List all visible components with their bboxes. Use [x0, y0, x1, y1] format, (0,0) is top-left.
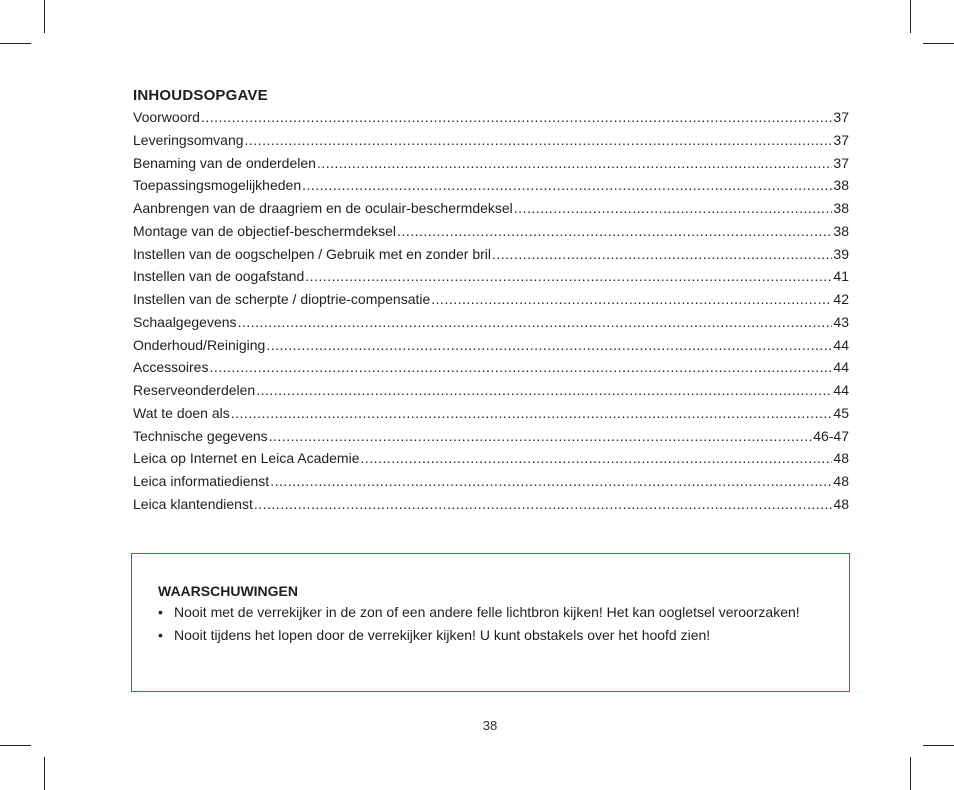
toc-entry-page: 44: [833, 336, 849, 353]
toc-dot-leader: [317, 152, 833, 175]
toc-entry-label: Instellen van de scherpte / dioptrie-compensatie: [133, 291, 431, 307]
toc-entry-label: Benaming van de onderdelen: [133, 154, 316, 171]
toc-entry-page: 37: [833, 109, 849, 125]
toc-dot-leader: [514, 197, 833, 220]
toc-entry-label: Leveringsomvang: [133, 131, 244, 148]
toc-entry: [133, 425, 849, 448]
toc-dot-leader: [492, 243, 832, 266]
toc-entry: [133, 197, 849, 220]
toc-entry-label: Voorwoord: [133, 109, 200, 125]
toc-entry-label: Instellen van de oogschelpen / Gebruik met en zonder bril: [133, 245, 491, 262]
warning-title: WAARSCHUWINGEN: [158, 583, 298, 599]
toc-entry: [133, 356, 849, 379]
toc-entry-label: Schaalgegevens: [133, 313, 237, 330]
toc-entry-label: Instellen van de oogafstand: [133, 268, 305, 285]
crop-mark-top-right-vertical: [910, 0, 911, 33]
toc-entry-page: 39: [833, 245, 849, 262]
toc-dot-leader: [305, 265, 832, 288]
warning-text: Nooit met de verrekijker in de zon of een andere felle lichtbron kijken! Het kan oogletsel veroorzaken!: [174, 604, 800, 620]
toc-entry-label: Onderhoud/Reiniging: [133, 336, 266, 353]
toc-entry-page: 38: [833, 222, 849, 239]
toc-entry: [133, 470, 849, 493]
warning-list: [158, 601, 838, 647]
toc-entry-page: 48: [833, 450, 849, 467]
toc-entry-page: 44: [833, 382, 849, 398]
crop-mark-bottom-right-horizontal: [923, 745, 954, 746]
toc-entry: [133, 493, 849, 516]
toc-entry-label: Leica klantendienst: [133, 495, 253, 512]
warning-item: [158, 601, 838, 624]
toc-entry: [133, 311, 849, 334]
toc-entry-label: Accessoires: [133, 359, 209, 376]
crop-mark-bottom-left-vertical: [44, 757, 45, 790]
toc-entry-page: 48: [833, 495, 849, 512]
toc-entry-page: 38: [833, 200, 849, 216]
page-number: 38: [482, 718, 498, 733]
toc-entry: [133, 402, 849, 425]
toc-dot-leader: [238, 311, 833, 334]
toc-entry-page: 44: [833, 359, 849, 376]
toc-dot-leader: [397, 220, 832, 243]
warning-text: Nooit tijdens het lopen door de verrekijker kijken! U kunt obstakels over het hoofd zien!: [174, 627, 711, 643]
toc-dot-leader: [209, 356, 832, 379]
toc-dot-leader: [201, 106, 832, 129]
crop-mark-top-left-horizontal: [0, 43, 31, 44]
table-of-contents: [133, 86, 849, 516]
toc-entry: [133, 379, 849, 402]
toc-dot-leader: [256, 379, 832, 402]
crop-mark-bottom-right-vertical: [910, 757, 911, 790]
toc-dot-leader: [302, 174, 832, 197]
toc-entry-label: Technische gegevens: [133, 427, 268, 444]
toc-dot-leader: [270, 470, 832, 493]
toc-entry: [133, 174, 849, 197]
toc-list: [133, 106, 849, 516]
toc-dot-leader: [231, 402, 833, 425]
toc-entry-page: 38: [833, 177, 849, 194]
toc-entry-label: Reserveonderdelen: [133, 382, 256, 398]
toc-entry: [133, 243, 849, 266]
toc-dot-leader: [431, 288, 832, 311]
toc-entry-label: Aanbrengen van de draagriem en de oculair-beschermdeksel: [133, 200, 513, 216]
toc-entry: [133, 220, 849, 243]
toc-entry-label: Toepassingsmogelijkheden: [133, 177, 302, 194]
toc-entry-page: 41: [833, 268, 849, 285]
toc-entry: [133, 334, 849, 357]
toc-title: INHOUDSOPGAVE: [133, 87, 268, 104]
bullet-icon: •: [158, 604, 163, 620]
warning-box: [131, 553, 850, 692]
crop-mark-bottom-left-horizontal: [0, 745, 31, 746]
toc-entry-page: 37: [833, 154, 849, 171]
toc-entry-page: 45: [833, 404, 849, 421]
toc-entry-label: Leica informatiedienst: [133, 473, 270, 489]
toc-dot-leader: [266, 334, 832, 357]
toc-entry-page: 46-47: [813, 427, 849, 444]
toc-entry-page: 43: [833, 313, 849, 330]
toc-entry: [133, 288, 849, 311]
toc-entry: [133, 265, 849, 288]
warning-item: [158, 624, 838, 647]
crop-mark-top-right-horizontal: [923, 43, 954, 44]
toc-entry-page: 37: [833, 131, 849, 148]
toc-entry: [133, 129, 849, 152]
toc-entry-page: 42: [833, 291, 849, 307]
bullet-icon: •: [158, 627, 163, 643]
toc-entry-label: Leica op Internet en Leica Academie: [133, 450, 360, 467]
toc-dot-leader: [254, 493, 833, 516]
toc-entry: [133, 106, 849, 129]
toc-entry: [133, 447, 849, 470]
toc-entry-page: 48: [833, 473, 849, 489]
crop-mark-top-left-vertical: [44, 0, 45, 33]
toc-entry-label: Wat te doen als: [133, 404, 230, 421]
toc-entry-label: Montage van de objectief-beschermdeksel: [133, 222, 397, 239]
toc-dot-leader: [361, 447, 833, 470]
toc-dot-leader: [269, 425, 813, 448]
toc-dot-leader: [245, 129, 833, 152]
toc-entry: [133, 152, 849, 175]
